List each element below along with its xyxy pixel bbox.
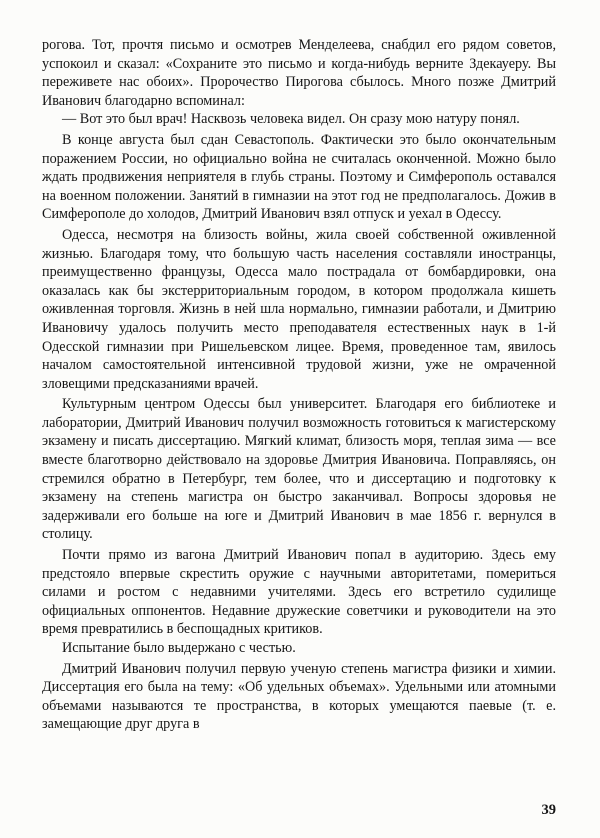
paragraph-doctor-quote: — Вот это был врач! Насквозь человека видел. Он сразу мою натуру понял. <box>62 111 520 128</box>
paragraph-sevastopol: В конце августа был сдан Севастополь. Фактически это было окончательным поражением России, но официально война не считалась оконченной. Можно было ждать продвижения неприятеля в глубь страны. Поэтому и Симферополь оставался на военном положении. Занятий в гимназии на этот год не предполагалось. Дожив в Симферополе до холодов, Дмитрий Иванович взял отпуск и уехал в Одессу. <box>42 131 556 223</box>
paragraph-exam-passed: Испытание было выдержано с честью. <box>62 640 296 656</box>
page-number: 39 <box>541 802 556 818</box>
paragraph-odessa-life: Одесса, несмотря на близость войны, жила своей собственной оживленной жизнью. Благодаря тому, что большую часть населения составляли иностранцы, преимущественно французы, Одесса мало пострадала от бомбардировки, она оказалась как бы экстерриториальным городом, в котором продолжала кишеть оживленная торговля. Жизнь в ней шла нормально, гимназии работали, и Дмитрию Ивановичу удалось получить место преподавателя естественных наук в 1-й Одесской гимназии при Ришельевском лицее. Время, проведенное там, явилось началом самостоятельной интенсивной трудовой жизни, уже не омраченной зловещими предсказаниями врачей. <box>42 226 556 392</box>
body-text <box>42 36 556 734</box>
paragraph-master-degree: Дмитрий Иванович получил первую ученую степень магистра физики и химии. Диссертация его была на тему: «Об удельных объемах». Удельными или атомными объемами называются те пространства, в которых умещаются паевые (т. е. замещающие друг друга в <box>42 660 556 733</box>
paragraph-auditorium: Почти прямо из вагона Дмитрий Иванович попал в аудиторию. Здесь ему предстояло впервые скрестить оружие с научными авторитетами, помериться силами и ростом с недавними учителями. Здесь его встретило судилище официальных оппонентов. Недавние дружеские советчики и руководители на это время превратились в беспощадных критиков. <box>42 547 556 638</box>
paragraph-university: Культурным центром Одессы был университет. Благодаря его библиотеке и лаборатории, Дмитрий Иванович получил возможность готовиться к магистерскому экзамену и писать диссертацию. Мягкий климат, близость моря, теплая зима — все вместе благотворно действовало на здоровье Дмитрия Ивановича. Поправляясь, он стремился обратно в Петербург, тем более, что и диссертацию и подготовку к экзамену на степень магистра он быстро заканчивал. Вопросы здоровья не задерживали его больше на юге и Дмитрий Иванович в мае 1856 г. вернулся в столицу. <box>42 396 556 543</box>
paragraph-pirogov-advice: рогова. Тот, прочтя письмо и осмотрев Менделеева, снабдил его рядом советов, успокоил и сказал: «Сохраните это письмо и когда-нибудь верните Здекауеру. Вы переживете нас обоих». Пророчество Пирогова сбылось. Много позже Дмитрий Иванович благодарно вспоминал: <box>42 37 556 109</box>
